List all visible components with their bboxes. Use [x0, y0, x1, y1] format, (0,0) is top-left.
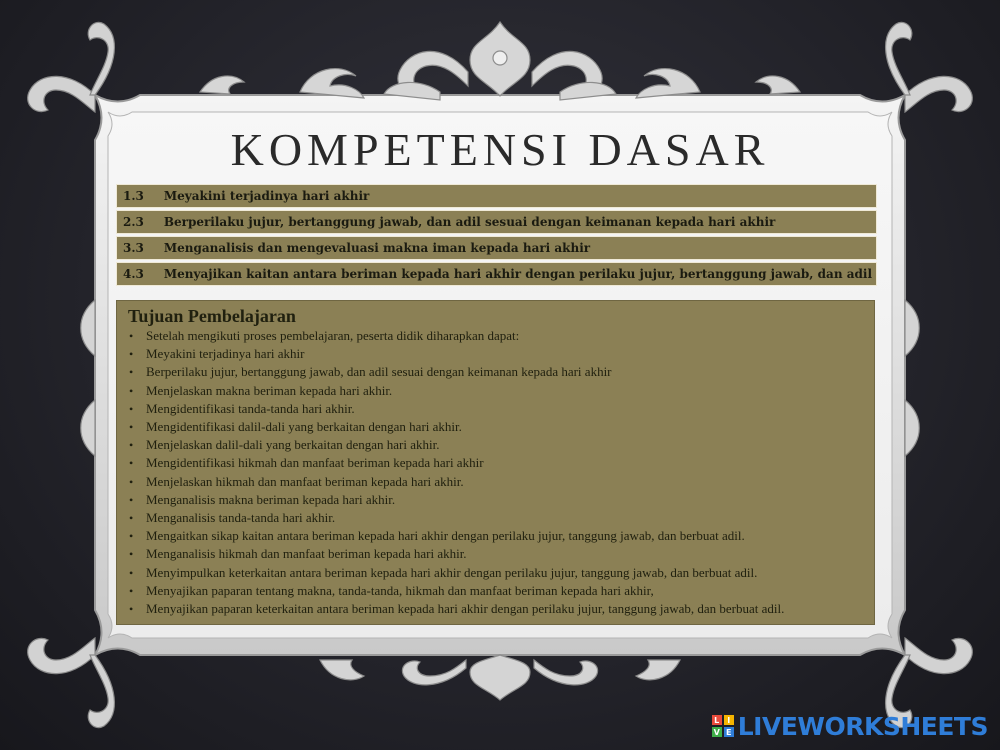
list-item: • Menjelaskan dalil-dali yang berkaitan dengan hari akhir.	[128, 436, 864, 454]
list-item: • Mengidentifikasi dalil-dali yang berkaitan dengan hari akhir.	[128, 418, 864, 436]
tujuan-heading: Tujuan Pembelajaran	[128, 306, 296, 326]
list-item: • Setelah mengikuti proses pembelajaran, peserta didik diharapkan dapat:	[128, 327, 864, 345]
list-item: • Meyakini terjadinya hari akhir	[128, 345, 864, 363]
kd-code: 3.3	[116, 236, 160, 260]
table-row	[116, 236, 877, 260]
list-item: • Berperilaku jujur, bertanggung jawab, dan adil sesuai dengan keimanan kepada hari akhir	[128, 363, 864, 381]
list-item: • Mengidentifikasi tanda-tanda hari akhir.	[128, 400, 864, 418]
logo-letter: L	[712, 715, 722, 725]
slide-title: KOMPETENSI DASAR	[230, 124, 770, 175]
kompetensi-table	[116, 182, 877, 288]
top-ornament	[200, 22, 800, 100]
kd-description: Menyajikan kaitan antara beriman kepada hari akhir dengan perilaku jujur, bertanggung jawab, dan adil	[160, 262, 877, 286]
list-item: • Menganalisis makna beriman kepada hari akhir.	[128, 491, 864, 509]
list-item: • Menyimpulkan keterkaitan antara beriman kepada hari akhir dengan perilaku jujur, tanggung jawab, dan berbuat adil.	[128, 564, 864, 582]
list-item: • Menyajikan paparan keterkaitan antara beriman kepada hari akhir dengan perilaku jujur, tanggung jawab, dan berbuat adil.	[128, 600, 864, 618]
liveworksheets-logo-icon	[712, 715, 734, 737]
list-item: • Menjelaskan hikmah dan manfaat beriman kepada hari akhir.	[128, 473, 864, 491]
table-row	[116, 210, 877, 234]
tujuan-list	[128, 327, 864, 618]
kd-code: 4.3	[116, 262, 160, 286]
kd-code: 1.3	[116, 184, 160, 208]
liveworksheets-watermark	[712, 712, 988, 740]
tujuan-pembelajaran-box	[116, 300, 875, 625]
list-item: • Menganalisis tanda-tanda hari akhir.	[128, 509, 864, 527]
bottom-ornament	[320, 655, 680, 700]
logo-letter: I	[724, 715, 734, 725]
logo-letter: V	[713, 727, 720, 737]
kd-code: 2.3	[116, 210, 160, 234]
list-item: • Mengidentifikasi hikmah dan manfaat beriman kepada hari akhir	[128, 454, 864, 472]
list-item: • Menjelaskan makna beriman kepada hari akhir.	[128, 382, 864, 400]
logo-letter: E	[724, 727, 734, 737]
table-row	[116, 262, 877, 286]
list-item: • Mengaitkan sikap kaitan antara beriman kepada hari akhir dengan perilaku jujur, tanggung jawab, dan berbuat adil.	[128, 527, 864, 545]
list-item: • Menyajikan paparan tentang makna, tanda-tanda, hikmah dan manfaat beriman kepada hari akhir,	[128, 582, 864, 600]
kd-description: Berperilaku jujur, bertanggung jawab, dan adil sesuai dengan keimanan kepada hari akhir	[160, 210, 877, 234]
list-item: • Menganalisis hikmah dan manfaat beriman kepada hari akhir.	[128, 545, 864, 563]
kd-description: Menganalisis dan mengevaluasi makna iman kepada hari akhir	[160, 236, 877, 260]
kd-description: Meyakini terjadinya hari akhir	[160, 184, 877, 208]
watermark-text: LIVEWORKSHEETS	[737, 711, 988, 741]
table-row	[116, 184, 877, 208]
